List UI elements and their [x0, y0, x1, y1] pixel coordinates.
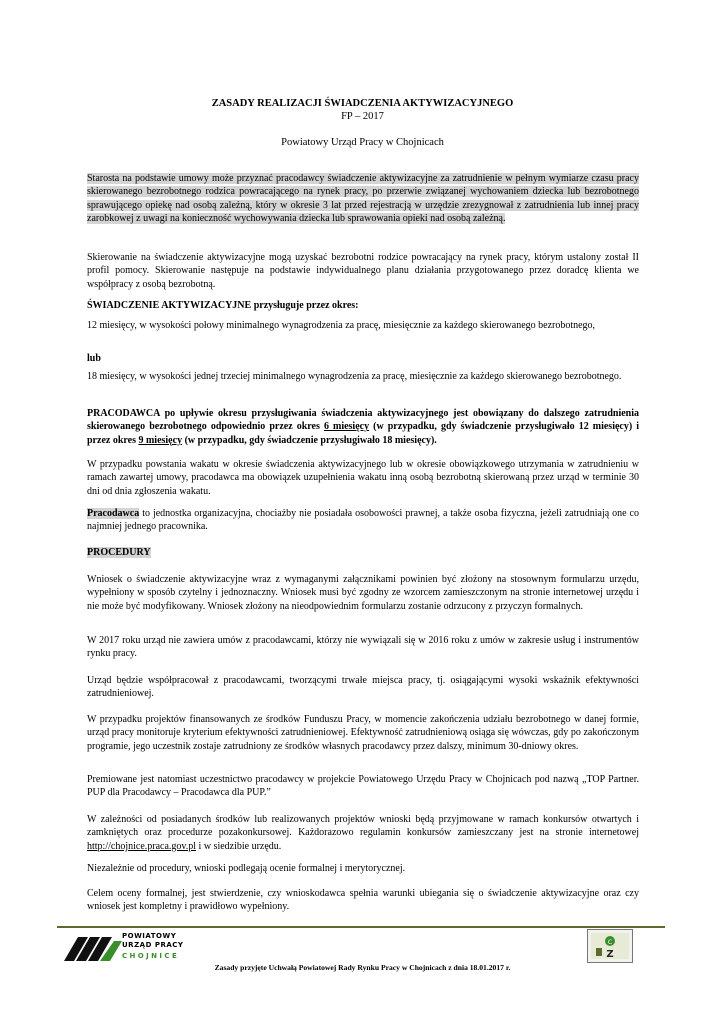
document-subtitle: FP – 2017 [341, 111, 384, 122]
logo-text-line3: CHOJNICE [122, 952, 180, 960]
logo-text-line2: URZĄD PRACY [122, 941, 184, 949]
employer-9-months: 9 miesięcy [138, 434, 183, 446]
funds-text-part2: i w siedzibie urzędu. [196, 840, 282, 852]
projects-paragraph: W przypadku projektów finansowanych ze środków Funduszu Pracy, w momencie zakończenia udziału bezrobotnego w danej formie, urząd pracy monitoruje kryterium efektywności zatrudnieniowej. Efektywność zatrudnieniową osiąga się wówczas, gdy po zakończonym programie, jego uczestnik zostaje zatrudniony ze środków własnych pracodawcy przez dalszy, minimum 30-dniowy okres. [87, 714, 639, 752]
website-link[interactable]: http://chojnice.praca.gov.pl [87, 840, 197, 852]
footer-divider [57, 926, 665, 928]
employer-definition-term: Pracodawca [87, 508, 140, 519]
procedures-heading: PROCEDURY [87, 547, 151, 558]
employer-obligation-paragraph [87, 407, 639, 447]
partner-emblem [587, 929, 633, 963]
procedures-heading-wrap [87, 546, 639, 559]
employer-obligation-part3: (w przypadku, gdy świadczenie przysługiwało 18 miesięcy). [182, 434, 437, 446]
funds-text-part1: W zależności od posiadanych środków lub realizowanych projektów wnioski będą przyjmowane w ramach konkursów otwartych i zamkniętych oraz procedurze pozakonkursowej. Każdorazowo regulamin konkursów zamieszczany jest na stronie internetowej [87, 814, 639, 839]
emblem-icon [588, 930, 632, 962]
option-12-months: 12 miesięcy, w wysokości połowy minimalnego wynagrodzenia za pracę, miesięcznie za każdego skierowanego bezrobotnego, [87, 320, 596, 331]
office-name: Powiatowy Urząd Pracy w Chojnicach [281, 137, 444, 148]
document-title: ZASADY REALIZACJI ŚWIADCZENIA AKTYWIZACYJNEGO [211, 98, 514, 109]
intro-paragraph [87, 172, 639, 225]
svg-text:Z: Z [606, 949, 614, 960]
premium-paragraph: Premiowane jest natomiast uczestnictwo pracodawcy w projekcie Powiatowego Urzędu Pracy w Chojnicach pod nazwą „TOP Partner. PUP dla Pracodawcy – Pracodawca dla PUP.” [87, 774, 639, 799]
formal-assessment-paragraph: Celem oceny formalnej, jest stwierdzenie, czy wnioskodawca spełnia warunki ubiegania się o świadczenie aktywizacyjne oraz czy wniosek jest kompletny i prawidłowo wypełniony. [87, 888, 639, 913]
funds-paragraph [87, 813, 639, 853]
cooperation-paragraph: Urząd będzie współpracował z pracodawcami, tworzącymi trwałe miejsca pracy, tj. osiągającymi wysoki wskaźnik efektywności zatrudnieniowej. [87, 675, 639, 700]
application-paragraph: Wniosek o świadczenie aktywizacyjne wraz z wymaganymi załącznikami powinien być złożony na stosownym formularzu urzędu, wypełniony w sposób czytelny i jednoznaczny. Wniosek musi być zgodny ze wzorcem zamieszczonym na stronie internetowej urzędu i nie może być modyfikowany. Wniosek złożony na nieodpowiednim formularzu zostanie odrzucony z przyczyn formalnych. [87, 574, 639, 612]
footer-note: Zasady przyjęte Uchwałą Powiatowej Rady Rynku Pracy w Chojnicach z dnia 18.01.2017 r. [214, 963, 511, 972]
pup-logo-icon [64, 931, 124, 963]
employer-definition-text: to jednostka organizacyjna, chociażby nie posiadała osobowości prawnej, a także osoba fizyczna, jeżeli zatrudniają one co najmniej jednego pracownika. [87, 508, 639, 533]
benefit-heading: ŚWIADCZENIE AKTYWIZACYJNE przysługuje przez okres: [87, 300, 359, 311]
assessment-paragraph: Niezależnie od procedury, wnioski podlegają ocenie formalnej i merytorycznej. [87, 863, 406, 874]
employer-6-months: 6 miesięcy [323, 421, 370, 433]
pup-logo [64, 931, 204, 963]
employer-obligation-part2: (w przypadku, gdy świadczenie przysługiwało 12 miesięcy) i przez okres [87, 421, 640, 446]
year-2017-paragraph: W 2017 roku urząd nie zawiera umów z pracodawcami, którzy nie wywiązali się w 2016 roku z umów w zakresie usług i instrumentów rynku pracy. [87, 635, 639, 660]
employer-definition-paragraph [87, 507, 639, 534]
logo-text-line1: POWIATOWY [122, 932, 177, 940]
svg-text:C: C [607, 939, 613, 946]
employer-obligation-part1: PRACODAWCA po upływie okresu przysługiwania świadczenia aktywizacyjnego jest obowiązany do dalszego zatrudnienia skierowanego bezrobotnego odpowiednio przez okres [87, 408, 639, 433]
or-label: lub [87, 353, 101, 364]
vacancy-paragraph: W przypadku powstania wakatu w okresie świadczenia aktywizacyjnego lub w okresie obowiązkowego utrzymania w zatrudnieniu w ramach zawartej umowy, pracodawca ma obowiązek uzupełnienia wakatu inną osobą bezrobotną skierowaną przez urząd w terminie 30 dni od dnia zgłoszenia wakatu. [87, 459, 639, 497]
referral-paragraph: Skierowanie na świadczenie aktywizacyjne mogą uzyskać bezrobotni rodzice powracający na rynek pracy, którym ustalony został II profil pomocy. Skierowanie następuje na podstawie indywidualnego planu działania przygotowanego przez doradcę klienta we współpracy z osobą bezrobotną. [87, 252, 639, 290]
intro-highlight: Starosta na podstawie umowy może przyznać pracodawcy świadczenie aktywizacyjne za zatrudnienie w pełnym wymiarze czasu pracy skierowanego bezrobotnego rodzica powracającego na rynek pracy, po przerwie związanej wychowaniem dziecka lub bezrobotnego sprawującego opiekę nad osobą zależną, który w okresie 3 lat przed rejestracją w urzędzie zrezygnował z zatrudnienia lub innej pracy zarobkowej z uwagi na konieczność wychowywania dziecka lub sprawowania opieki nad osobą zależną. [87, 173, 639, 224]
option-18-months: 18 miesięcy, w wysokości jednej trzeciej minimalnego wynagrodzenia za pracę, miesięcznie za każdego skierowanego bezrobotnego. [87, 371, 622, 382]
